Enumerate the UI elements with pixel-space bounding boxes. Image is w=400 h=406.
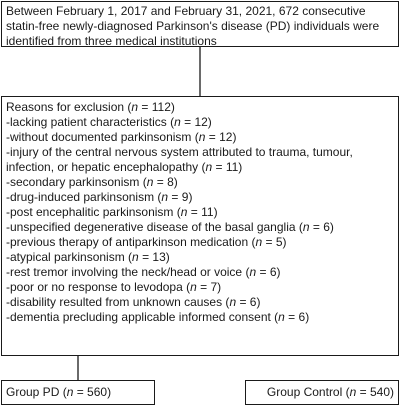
exclusion-item: -dementia precluding applicable informed consent (n = 6) <box>6 310 310 324</box>
exclusion-item: -drug-induced parkinsonism (n = 9) <box>6 190 193 204</box>
group-pd-label: Group PD (n = 560) <box>6 385 112 399</box>
exclusion-item: -atypical parkinsonism (n = 13) <box>6 250 170 264</box>
exclusion-header: Reasons for exclusion (n = 112) <box>6 100 175 114</box>
identification-line: identified from three medical institutions <box>6 34 217 48</box>
exclusion-item: -without documented parkinsonism (n = 12) <box>6 130 237 144</box>
exclusion-item: -disability resulted from unknown causes (n = 6) <box>6 295 261 309</box>
exclusion-box <box>1 96 399 356</box>
exclusion-item: -unspecified degenerative disease of the basal ganglia (n = 6) <box>6 220 334 234</box>
exclusion-item: -post encephalitic parkinsonism (n = 11) <box>6 205 218 219</box>
exclusion-item: -rest tremor involving the neck/head or voice (n = 6) <box>6 265 281 279</box>
group-pd-box <box>1 380 155 405</box>
exclusion-item: -previous therapy of antiparkinson medication (n = 5) <box>6 235 287 249</box>
exclusion-item: -injury of the central nervous system attributed to trauma, tumour, <box>6 145 353 159</box>
group-control-box <box>245 380 399 405</box>
identification-box <box>1 1 399 47</box>
exclusion-item: -lacking patient characteristics (n = 12) <box>6 115 212 129</box>
exclusion-item: -secondary parkinsonism (n = 8) <box>6 175 178 189</box>
identification-line: Between February 1, 2017 and February 31, 2021, 672 consecutive <box>6 4 366 18</box>
exclusion-item: infection, or hepatic encephalopathy (n = 11) <box>6 160 243 174</box>
exclusion-item: -poor or no response to levodopa (n = 7) <box>6 280 222 294</box>
identification-line: statin-free newly-diagnosed Parkinson's disease (PD) individuals were <box>6 19 380 33</box>
group-control-label: Group Control (n = 540) <box>266 385 394 399</box>
